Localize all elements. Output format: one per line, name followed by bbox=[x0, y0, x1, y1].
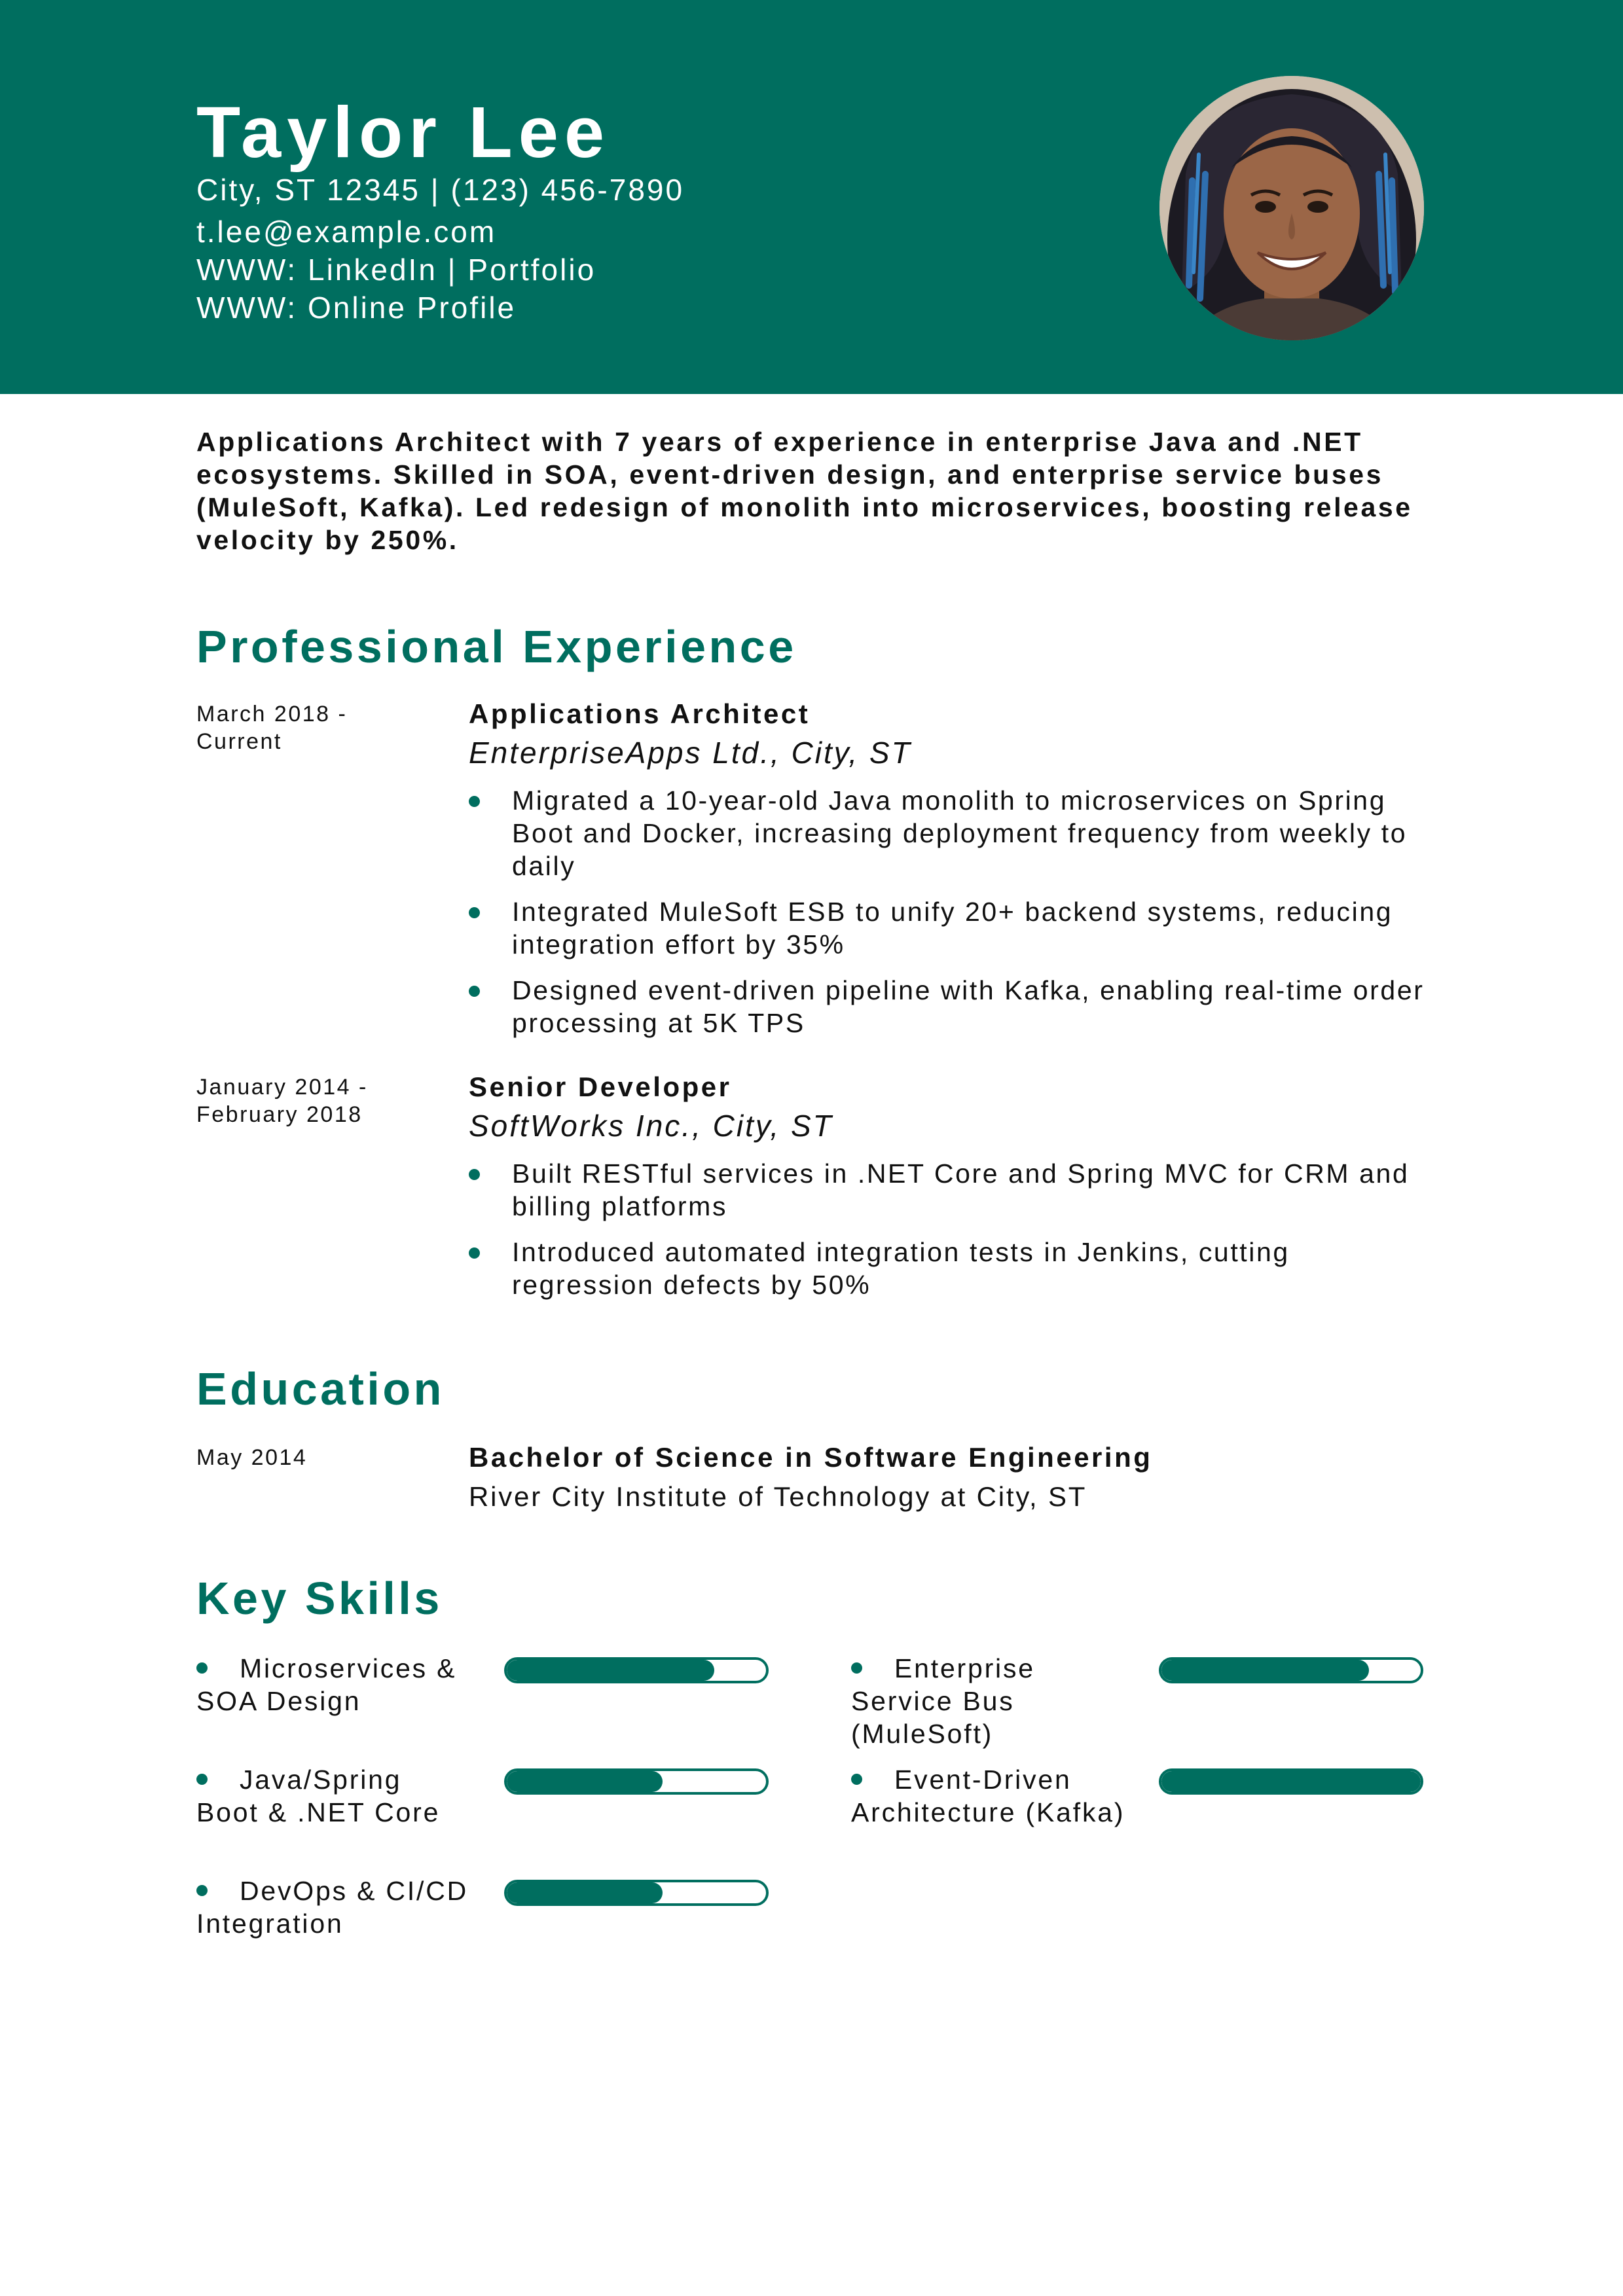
bullet-dot bbox=[469, 796, 480, 807]
bullet-text: Introduced automated integration tests in Jenkins, cutting regression defects by 50% bbox=[512, 1237, 1290, 1300]
bullet-dot bbox=[469, 1247, 480, 1259]
skill-name: Enterprise Service Bus (MuleSoft) bbox=[851, 1653, 1035, 1749]
email-link[interactable]: t.lee@example.com bbox=[196, 215, 497, 249]
education-degree: Bachelor of Science in Software Engineering bbox=[469, 1442, 1153, 1473]
job-1-company: EnterpriseApps Ltd., City, ST bbox=[469, 736, 912, 770]
skill-level-fill bbox=[507, 1771, 663, 1792]
skill-name: Event-Driven Architecture (Kafka) bbox=[851, 1765, 1125, 1827]
address-phone: City, ST 12345 | (123) 456-7890 bbox=[196, 173, 685, 207]
bullet-dot bbox=[469, 907, 480, 918]
education-date: May 2014 bbox=[196, 1445, 308, 1470]
bullet-text: Integrated MuleSoft ESB to unify 20+ backend systems, reducing integration effort by 35% bbox=[512, 897, 1393, 960]
bullet-text: Migrated a 10-year-old Java monolith to microservices on Spring Boot and Docker, increasing deployment frequency from weekly to daily bbox=[512, 785, 1408, 881]
online-profile-link[interactable]: WWW: Online Profile bbox=[196, 291, 517, 325]
skill-name: Microservices & SOA Design bbox=[196, 1653, 457, 1716]
skill-name: Java/Spring Boot & .NET Core bbox=[196, 1765, 441, 1827]
skill-level-fill bbox=[1161, 1660, 1369, 1681]
skill-level-bar bbox=[504, 1880, 769, 1906]
candidate-name: Taylor Lee bbox=[196, 92, 611, 173]
job-2-dates: January 2014 - February 2018 bbox=[196, 1075, 368, 1127]
web-links[interactable]: WWW: LinkedIn | Portfolio bbox=[196, 253, 596, 287]
profile-photo bbox=[1159, 76, 1424, 340]
skills-heading: Key Skills bbox=[196, 1573, 443, 1624]
experience-heading: Professional Experience bbox=[196, 621, 797, 672]
skill-level-fill bbox=[507, 1882, 663, 1903]
bullet-dot bbox=[469, 1169, 480, 1180]
professional-summary: Applications Architect with 7 years of experience in enterprise Java and .NET ecosystems. Skilled in SOA, event-driven design, and enterprise service buses (MuleSoft, Kafka). Led redesign of monolith into microservices, boosting release velocity by 250%. bbox=[196, 427, 1413, 555]
skill-name: DevOps & CI/CD Integration bbox=[196, 1876, 469, 1939]
skill-level-bar bbox=[504, 1768, 769, 1795]
bullet-text: Built RESTful services in .NET Core and Spring MVC for CRM and billing platforms bbox=[512, 1158, 1410, 1221]
education-heading: Education bbox=[196, 1363, 445, 1414]
skill-level-fill bbox=[1161, 1771, 1421, 1792]
job-2-company: SoftWorks Inc., City, ST bbox=[469, 1109, 833, 1143]
education-school: River City Institute of Technology at City, ST bbox=[469, 1481, 1087, 1512]
job-1-dates: March 2018 - Current bbox=[196, 702, 348, 754]
bullet-dot bbox=[469, 986, 480, 997]
skill-level-bar bbox=[504, 1657, 769, 1683]
job-1-title: Applications Architect bbox=[469, 698, 811, 729]
skill-level-bar bbox=[1159, 1768, 1423, 1795]
skill-level-bar bbox=[1159, 1657, 1423, 1683]
bullet-text: Designed event-driven pipeline with Kafka, enabling real-time order processing at 5K TPS bbox=[512, 975, 1425, 1038]
job-2-title: Senior Developer bbox=[469, 1071, 732, 1102]
header-banner bbox=[0, 0, 1623, 394]
skill-level-fill bbox=[507, 1660, 714, 1681]
